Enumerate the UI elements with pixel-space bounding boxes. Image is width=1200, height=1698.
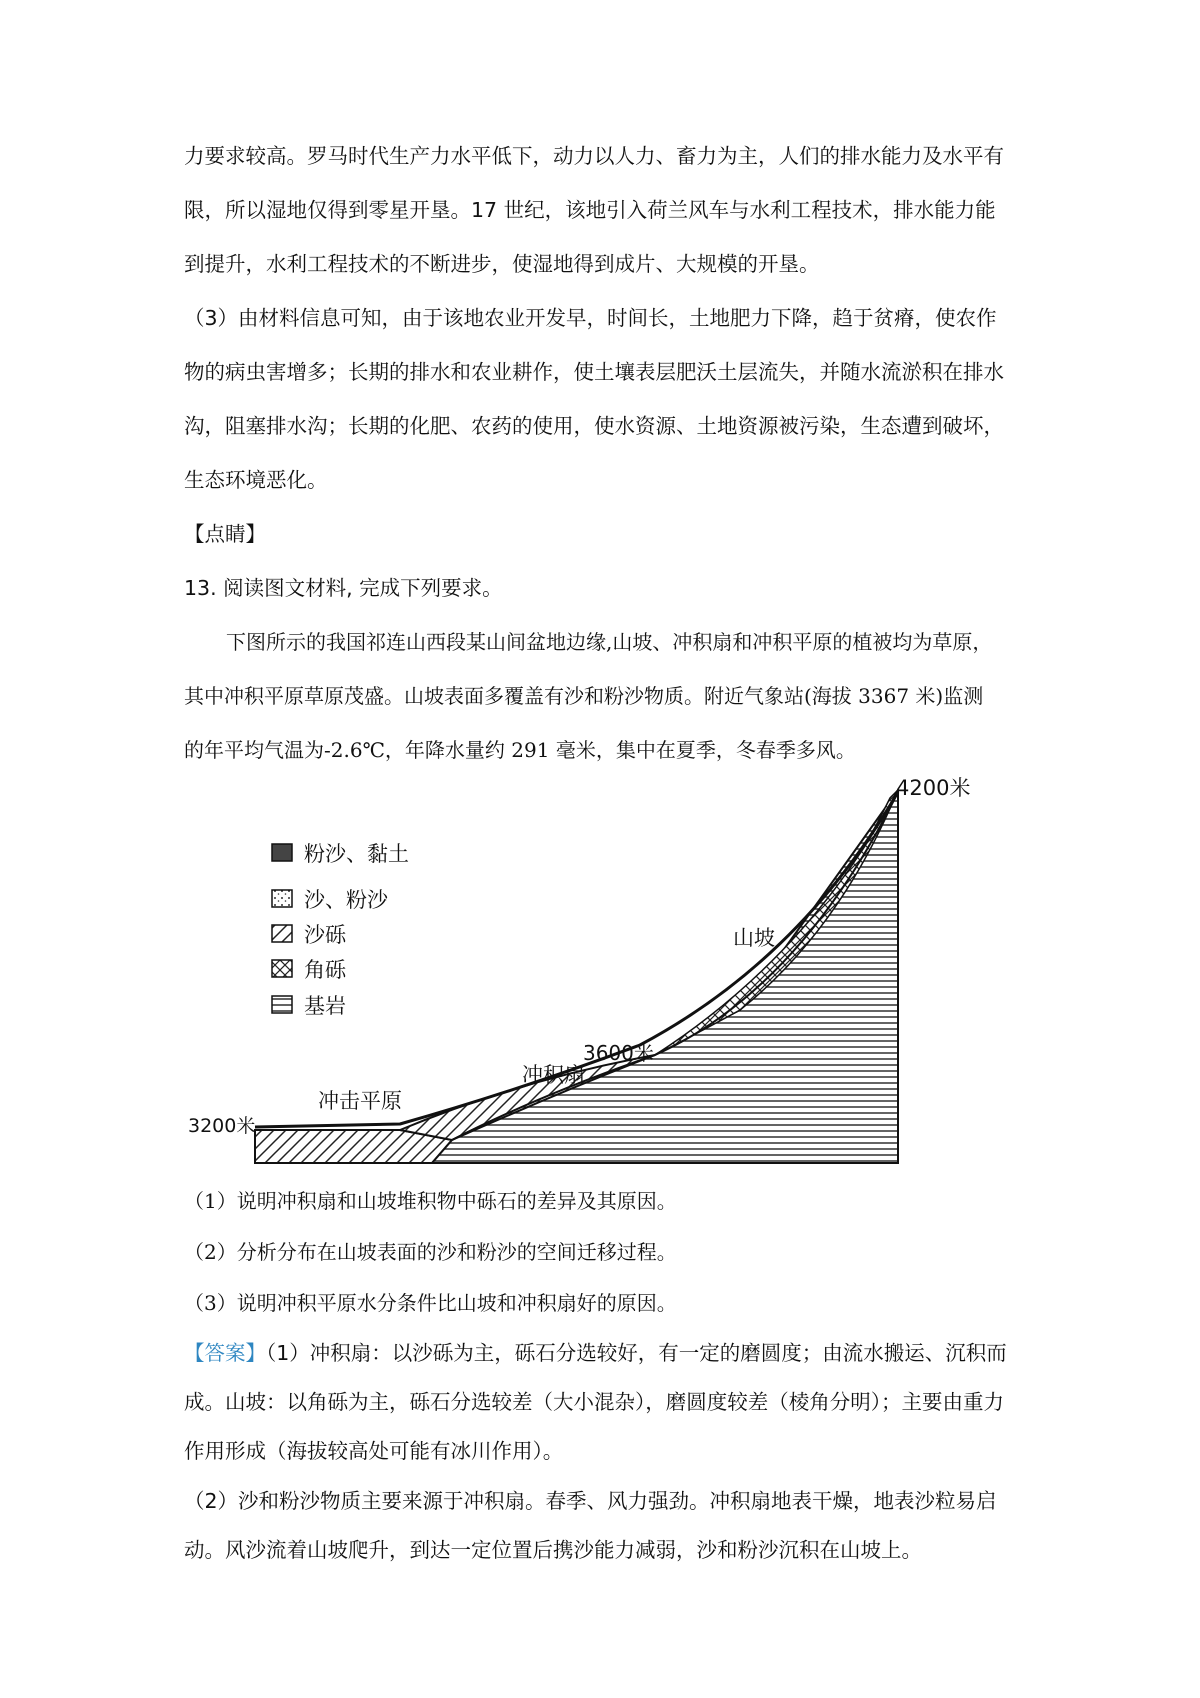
legend-swatch-silt-clay bbox=[272, 844, 292, 861]
legend-label: 基岩 bbox=[304, 994, 346, 1018]
text-line: 限，所以湿地仅得到零星开垦。17 世纪，该地引入荷兰风车与水利工程技术，排水能力能 bbox=[184, 198, 996, 222]
label-peak-elevation: 4200米 bbox=[896, 776, 971, 800]
label-alluvial-plain: 冲击平原 bbox=[318, 1089, 402, 1113]
material-line: 其中冲积平原草原茂盛。山坡表面多覆盖有沙和粉沙物质。附近气象站(海拔 3367 米)监测 bbox=[184, 684, 984, 708]
text-line: 生态环境恶化。 bbox=[184, 468, 328, 492]
question-title: 13. 阅读图文材料, 完成下列要求。 bbox=[184, 576, 503, 600]
answer-line bbox=[184, 1339, 1007, 1367]
answer-line: （2）沙和粉沙物质主要来源于冲积扇。春季、风力强劲。冲积扇地表干燥，地表沙粒易启 bbox=[184, 1489, 997, 1513]
label-fan-elevation: 3600米 bbox=[583, 1041, 654, 1065]
material-line: 的年平均气温为-2.6℃，年降水量约 291 毫米，集中在夏季，冬春季多风。 bbox=[184, 738, 856, 762]
answer-line: 成。山坡：以角砾为主，砾石分选较差（大小混杂），磨圆度较差（棱角分明）；主要由重力 bbox=[184, 1390, 1004, 1414]
text-line: 物的病虫害增多；长期的排水和农业耕作，使土壤表层肥沃土层流失，并随水流淤积在排水 bbox=[184, 360, 1004, 384]
legend-swatch-sand-silt bbox=[272, 890, 292, 907]
label-base-elevation: 3200米 bbox=[188, 1115, 256, 1137]
material-line: 下图所示的我国祁连山西段某山间盆地边缘,山坡、冲积扇和冲积平原的植被均为草原， bbox=[226, 630, 993, 654]
legend-label: 沙砾 bbox=[304, 923, 346, 947]
text-line: 沟，阻塞排水沟；长期的化肥、农药的使用，使水资源、土地资源被污染，生态遭到破坏， bbox=[184, 414, 1004, 438]
answer-line: 动。风沙流着山坡爬升，到达一定位置后携沙能力减弱，沙和粉沙沉积在山坡上。 bbox=[184, 1538, 922, 1562]
legend-label: 角砾 bbox=[304, 958, 346, 982]
answer-tag: 【答案】 bbox=[184, 1341, 266, 1365]
legend-swatch-breccia bbox=[272, 960, 292, 977]
text-line: 力要求较高。罗马时代生产力水平低下，动力以人力、畜力为主，人们的排水能力及水平有 bbox=[184, 144, 1004, 168]
answer-text: （1）冲积扇：以沙砾为主，砾石分选较好，有一定的磨圆度；由流水搬运、沉积而 bbox=[266, 1341, 1007, 1365]
legend-swatch-sand-gravel bbox=[272, 925, 292, 942]
question-line: （3）说明冲积平原水分条件比山坡和冲积扇好的原因。 bbox=[184, 1291, 677, 1315]
label-slope: 山坡 bbox=[733, 926, 775, 950]
legend-swatch-bedrock bbox=[272, 996, 292, 1013]
answer-line: 作用形成（海拔较高处可能有冰川作用）。 bbox=[184, 1439, 564, 1463]
legend-label: 粉沙、黏土 bbox=[304, 842, 409, 866]
diagram-legend bbox=[272, 842, 409, 1018]
label-alluvial-fan: 冲积扇 bbox=[522, 1063, 585, 1087]
legend-label: 沙、粉沙 bbox=[304, 888, 388, 912]
text-line: （3）由材料信息可知，由于该地农业开发早，时间长，土地肥力下降，趋于贫瘠，使农作 bbox=[184, 306, 997, 330]
section-heading: 【点睛】 bbox=[184, 522, 266, 546]
text-line: 到提升，水利工程技术的不断进步，使湿地得到成片、大规模的开垦。 bbox=[184, 252, 820, 276]
question-line: （2）分析分布在山坡表面的沙和粉沙的空间迁移过程。 bbox=[184, 1240, 677, 1264]
question-line: （1）说明冲积扇和山坡堆积物中砾石的差异及其原因。 bbox=[184, 1189, 677, 1213]
